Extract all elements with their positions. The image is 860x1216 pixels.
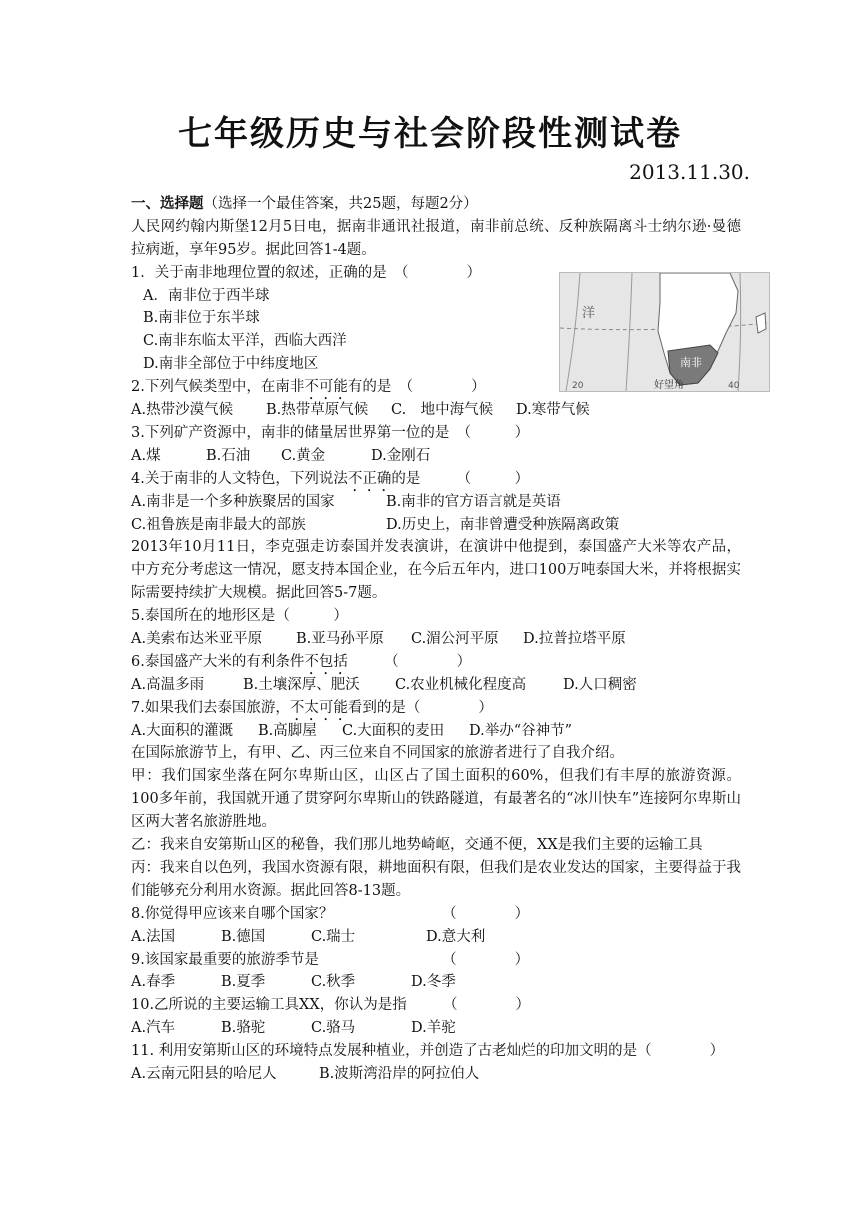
answer-option: B.土壤深厚、肥沃 xyxy=(243,676,360,693)
answer-option: C.湄公河平原 xyxy=(411,631,499,647)
answer-option: C.黄金 xyxy=(281,447,326,464)
question-stem: 5.泰国所在的地形区是（ ） xyxy=(131,608,348,625)
answer-option: C.骆马 xyxy=(311,1020,356,1037)
longitude-label: 40 xyxy=(728,381,740,391)
stem-text: 看到的是（ ） xyxy=(347,699,493,716)
answer-option: D.举办“谷神节” xyxy=(469,722,573,739)
question-stem: 10.乙所说的主要运输工具XX，你认为是指 （ ） xyxy=(131,997,530,1014)
options-row xyxy=(131,720,741,743)
question-stem xyxy=(131,651,741,674)
intro-paragraph: 人民网约翰内斯堡12月5日电，据南非通讯社报道，南非前总统、反种族隔离斗士纳尔逊·曼德拉病逝，享年95岁。据此回答1-4题。 xyxy=(131,218,741,258)
stem-text: 2.下列气候类型中，在南非 xyxy=(131,379,305,396)
answer-option: A．南非位于西半球 xyxy=(143,287,270,304)
stem-text: 的是 （ ） xyxy=(391,470,530,487)
intro-paragraph: 在国际旅游节上，有甲、乙、丙三位来自不同国家的旅游者进行了自我介绍。 xyxy=(131,745,624,762)
stem-emphasis: 不包括 xyxy=(304,653,348,670)
stem-text: 7.如果我们去泰国旅游， xyxy=(131,699,290,716)
answer-option: B.南非位于东半球 xyxy=(143,310,260,327)
answer-option: D.寒带气候 xyxy=(516,402,590,419)
answer-option: C.祖鲁族是南非最大的部族 xyxy=(131,516,306,533)
options-row xyxy=(131,971,741,994)
answer-option: C.南非东临太平洋，西临大西洋 xyxy=(143,333,347,350)
answer-option: B.波斯湾沿岸的阿拉伯人 xyxy=(319,1066,480,1083)
question-stem: 9.该国家最重要的旅游季节是 （ ） xyxy=(131,951,530,968)
question-stem: 1．关于南非地理位置的叙述，正确的是 （ ） xyxy=(131,264,481,281)
answer-option: D.人口稠密 xyxy=(563,676,637,693)
options-row xyxy=(131,674,741,697)
answer-option: D.历史上，南非曾遭受种族隔离政策 xyxy=(386,516,620,533)
country-label: 南非 xyxy=(680,356,702,369)
answer-option: A.大面积的灌溉 xyxy=(131,722,234,739)
answer-option: D.冬季 xyxy=(411,974,456,991)
answer-option: B.南非的官方语言就是英语 xyxy=(386,493,561,510)
answer-option: A.热带沙漠气候 xyxy=(131,402,234,419)
options-row xyxy=(131,926,741,949)
question-stem: 11. 利用安第斯山区的环境特点发展种植业，并创造了古老灿烂的印加文明的是（ ） xyxy=(131,1043,725,1060)
answer-option: D.金刚石 xyxy=(371,447,431,464)
answer-option: B.石油 xyxy=(206,447,251,464)
answer-option: D.意大利 xyxy=(426,928,486,945)
ocean-label: 洋 xyxy=(582,306,596,321)
question-stem: 3.下列矿产资源中，南非的储量居世界第一位的是 （ ） xyxy=(131,424,530,441)
options-row xyxy=(131,1017,741,1040)
answer-option: B.高脚屋 xyxy=(258,722,317,739)
answer-option: B.骆驼 xyxy=(221,1020,266,1037)
answer-option: D.羊驼 xyxy=(411,1020,456,1037)
answer-option: A.美索布达米亚平原 xyxy=(131,631,263,647)
answer-option: C.大面积的麦田 xyxy=(342,722,445,739)
stem-text: 4.关于南非的人文特色，下列说法 xyxy=(131,470,348,487)
section-heading xyxy=(131,193,741,216)
answer-option: C.农业机械化程度高 xyxy=(395,676,527,693)
exam-content xyxy=(131,193,741,1086)
options-row xyxy=(131,399,741,422)
intro-paragraph: 乙：我来自安第斯山区的秘鲁，我们那儿地势崎岖，交通不便，XX是我们主要的运输工具 xyxy=(131,837,703,854)
intro-paragraph: 丙：我来自以色列，我国水资源有限，耕地面积有限，但我们是农业发达的国家，主要得益于我们能够充分利用水资源。据此回答8-13题。 xyxy=(131,859,741,899)
cape-label: 好望角 xyxy=(654,380,684,391)
answer-option: C.瑞士 xyxy=(311,928,356,945)
stem-emphasis: 不可能 xyxy=(304,379,348,396)
answer-option: A.云南元阳县的哈尼人 xyxy=(131,1066,277,1083)
answer-option: C.秋季 xyxy=(311,974,356,991)
section-title: 一、选择题 xyxy=(131,195,204,212)
answer-option: B.亚马孙平原 xyxy=(296,631,384,647)
intro-paragraph: 甲：我们国家坐落在阿尔卑斯山区，山区占了国土面积的60%，但我们有丰厚的旅游资源。100多年前，我国就开通了贯穿阿尔卑斯山的铁路隧道，有最著名的“冰川快车”连接阿尔卑斯山区两大著名旅游胜地。 xyxy=(131,768,741,831)
options-row xyxy=(131,514,741,537)
options-row xyxy=(131,1063,741,1086)
answer-option: A.汽车 xyxy=(131,1020,176,1037)
section-note: （选择一个最佳答案，共25题，每题2分） xyxy=(203,196,478,212)
answer-option: D.南非全部位于中纬度地区 xyxy=(143,356,319,373)
answer-option: B.热带草原气候 xyxy=(266,402,369,419)
answer-option: C. 地中海气候 xyxy=(391,402,494,419)
madagascar-land xyxy=(756,313,766,333)
page-title: 七年级历史与社会阶段性测试卷 xyxy=(178,114,682,154)
options-row xyxy=(131,491,741,514)
longitude-label: 20 xyxy=(572,381,584,391)
question-stem xyxy=(131,376,741,399)
stem-text: 6.泰国盛产大米的有利条件 xyxy=(131,653,305,670)
answer-option: A.春季 xyxy=(131,974,176,991)
stem-text: 有的是 （ ） xyxy=(347,379,486,396)
answer-option: A.法国 xyxy=(131,928,176,945)
exam-date: 2013.11.30. xyxy=(629,160,750,184)
answer-option: B.德国 xyxy=(221,928,266,945)
options-row xyxy=(131,445,741,468)
stem-emphasis: 不正确 xyxy=(347,470,392,487)
answer-option: A.煤 xyxy=(131,447,161,464)
question-stem xyxy=(131,697,741,720)
options-row xyxy=(131,628,741,651)
answer-option: D.拉普拉塔平原 xyxy=(523,631,626,647)
intro-paragraph: 2013年10月11日，李克强走访泰国并发表演讲，在演讲中他提到，泰国盛产大米等农产品，中方充分考虑这一情况，愿支持本国企业，在今后五年内，进口100万吨泰国大米，并将根据实际需要持续扩大规模。据此回答5-7题。 xyxy=(131,539,741,602)
question-stem xyxy=(131,468,741,491)
answer-option: A.高温多雨 xyxy=(131,676,205,693)
answer-option: A.南非是一个多种族聚居的国家 xyxy=(131,493,335,510)
stem-text: （ ） xyxy=(347,653,472,670)
stem-emphasis: 不太可能 xyxy=(289,699,348,716)
question-stem: 8.你觉得甲应该来自哪个国家？ （ ） xyxy=(131,905,530,922)
answer-option: B.夏季 xyxy=(221,974,266,991)
